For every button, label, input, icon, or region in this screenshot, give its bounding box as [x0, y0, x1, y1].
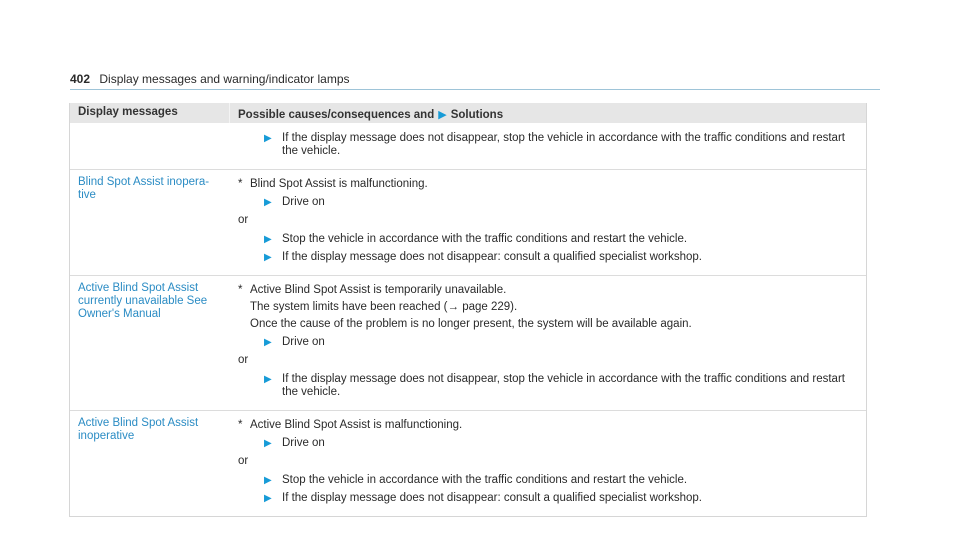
- page-number: 402: [70, 72, 91, 86]
- solution-step: [238, 132, 856, 158]
- message-text: Active Blind Spot Assist: [78, 282, 199, 294]
- page-header: [70, 71, 880, 90]
- cause: [238, 419, 856, 432]
- arrow-right-icon: ▶: [264, 197, 272, 208]
- solution-cell: [230, 170, 866, 275]
- message-text: Blind Spot Assist inopera-: [78, 176, 210, 188]
- cause: [238, 284, 856, 331]
- display-messages-table: [69, 103, 867, 517]
- arrow-right-icon: ▶: [264, 374, 272, 385]
- message-text: Owner's Manual: [78, 308, 161, 320]
- page-title: Display messages and warning/indicator lamps: [99, 72, 350, 86]
- table-row-continuation: [70, 123, 866, 169]
- step-text: Drive on: [282, 196, 325, 208]
- asterisk: *: [238, 284, 243, 296]
- column-header-causes: [230, 103, 866, 123]
- step-text: If the display message does not disappear, stop the vehicle in accordance with the traffic conditions and restart: [282, 373, 845, 385]
- step-text: Drive on: [282, 336, 325, 348]
- solution-cell: [230, 276, 866, 410]
- arrow-right-icon: ▶: [264, 337, 272, 348]
- table-row: [70, 275, 866, 410]
- arrow-right-icon: ▶: [264, 438, 272, 449]
- cause-text: Active Blind Spot Assist is temporarily unavailable.: [250, 284, 507, 296]
- arrow-right-icon: ▶: [264, 133, 272, 144]
- or-label: or: [238, 214, 249, 226]
- message-cell: [70, 276, 230, 410]
- solution-step: [238, 492, 856, 505]
- step-text: If the display message does not disappear: consult a qualified specialist workshop.: [282, 251, 702, 263]
- or-label: or: [238, 455, 249, 467]
- arrow-right-icon: ▶: [264, 252, 272, 263]
- message-cell: [70, 123, 230, 169]
- arrow-right-icon: ▶: [438, 109, 447, 121]
- step-text: If the display message does not disappear, stop the vehicle in accordance with the traffic conditions and restart: [282, 132, 845, 144]
- column-header-solutions-label: Solutions: [450, 108, 504, 121]
- message-text: Active Blind Spot Assist: [78, 417, 199, 429]
- cause-text: Blind Spot Assist is malfunctioning.: [250, 178, 428, 190]
- message-cell: [70, 170, 230, 275]
- cause-detail: The system limits have been reached (→ page 229).: [250, 301, 518, 313]
- arrow-right-icon: ▶: [264, 475, 272, 486]
- table-row: [70, 410, 866, 516]
- step-text: Stop the vehicle in accordance with the traffic conditions and restart the vehicle.: [282, 474, 688, 486]
- solution-step: [238, 437, 856, 450]
- asterisk: *: [238, 419, 243, 431]
- column-header-messages: Display messages: [70, 103, 230, 123]
- step-text: Drive on: [282, 437, 325, 449]
- solution-cell: [230, 411, 866, 516]
- solution-step: [238, 233, 856, 246]
- solution-step: [238, 373, 856, 399]
- step-text: If the display message does not disappear: consult a qualified specialist workshop.: [282, 492, 702, 504]
- message-text: tive: [78, 189, 96, 201]
- cause-text: Active Blind Spot Assist is malfunctioning.: [250, 419, 463, 431]
- message-text: currently unavailable See: [78, 295, 208, 307]
- asterisk: *: [238, 178, 243, 190]
- step-text-cont: the vehicle.: [282, 386, 341, 398]
- step-text-cont: the vehicle.: [282, 145, 341, 157]
- or-label: or: [238, 354, 249, 366]
- message-cell: [70, 411, 230, 516]
- solution-step: [238, 196, 856, 209]
- table-header: [70, 103, 866, 123]
- cause-detail: Once the cause of the problem is no longer present, the system will be available again.: [250, 318, 692, 330]
- arrow-right-icon: ▶: [264, 234, 272, 245]
- table-row: [70, 169, 866, 275]
- cause: [238, 178, 856, 191]
- arrow-right-icon: ▶: [264, 493, 272, 504]
- solution-cell: [230, 123, 866, 169]
- solution-step: [238, 251, 856, 264]
- step-text: Stop the vehicle in accordance with the traffic conditions and restart the vehicle.: [282, 233, 688, 245]
- solution-step: [238, 336, 856, 349]
- message-text: inoperative: [78, 430, 135, 442]
- column-header-causes-label: Possible causes/consequences and: [238, 108, 435, 121]
- solution-step: [238, 474, 856, 487]
